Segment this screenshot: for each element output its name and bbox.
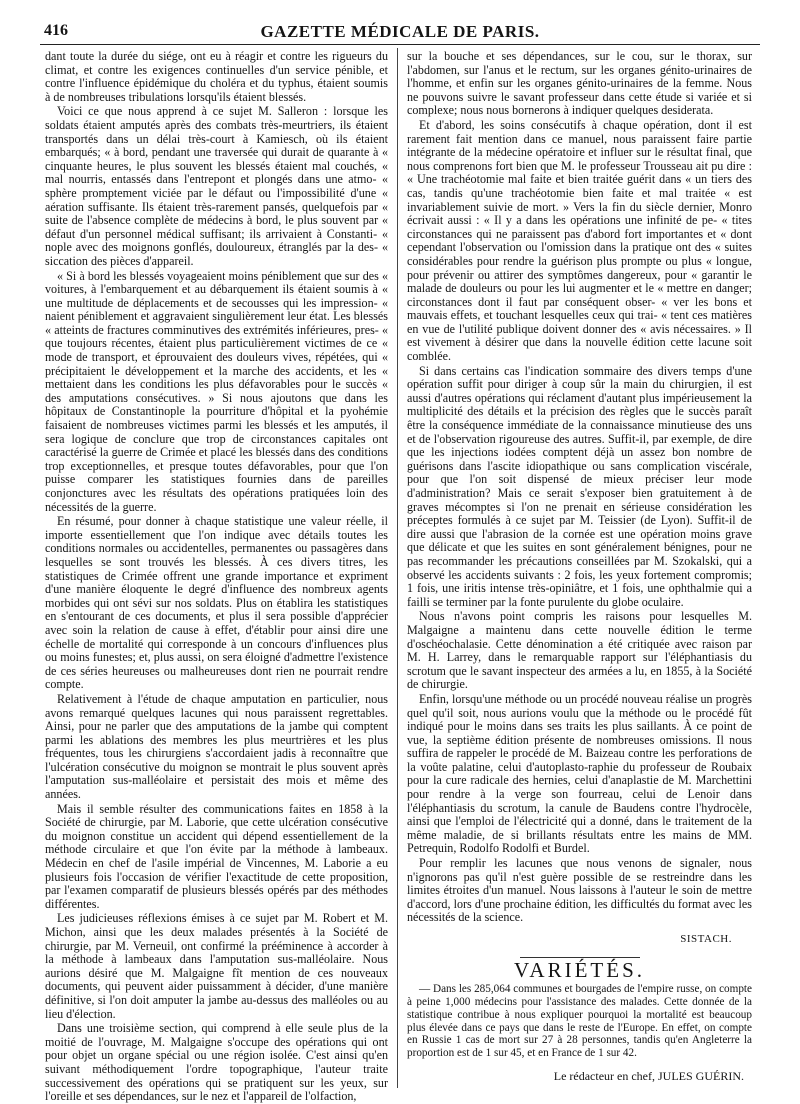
running-title: GAZETTE MÉDICALE DE PARIS.: [260, 22, 540, 41]
paragraph: Relativement à l'étude de chaque amputation en particulier, nous avons remarqué quelques lacunes qui nous paraissent regrettables. Ainsi, pour ne parler que des amputations de la jambe qui comptent parmi les ablations des membres les plus meurtrières et les plus fréquentes, tous les chirurgiens s'accordaient jadis à reconnaître que l'ulcération consécutive du moignon se montrait le plus souvent après l'amputation sus-malléolaire et persistait des mois et même des années.: [45, 691, 388, 802]
paragraph: « Si à bord les blessés voyageaient moins péniblement que sur des « voitures, à l'embarquement et au débarquement ils étaient soumis à « une multitude de déplacements et de secousses qui les impression- « naient péniblement et aggravaient singulièrement leur état. Les blessés « atteints de fractures comminutives des extrémités inférieures, pres- « que toujours récentes, étaient plus particulièrement victimes de ce « mode de transport, et éprouvaient des douleurs vives, répétées, qui « précipitaient le développement et la marche des accidents, et les « mettaient dans les conditions les plus défavorables pour le succès « des amputations consécutives. » Si nous ajoutons que dans les hôpitaux de Constantinople la pourriture d'hôpital et la pyohémie faisaient de nombreuses victimes parmi les blessés et les amputés, il sera logique de conclure que trop de circonstances capitales ont caractérisé la guerre de Crimée et placé les blessés dans des conditions trop exceptionnelles, et presque toutes défavorables, pour que l'on puisse comparer les statistiques fournies dans de pareilles conjonctures avec les résultats des opérations pratiquées loin des nécessités de la guerre.: [45, 268, 388, 514]
paragraph: sur la bouche et ses dépendances, sur le cou, sur le thorax, sur l'abdomen, sur l'anus et le rectum, sur les organes génito-urinaires de l'homme, et enfin sur les organes génito-urinaires de la femme. Nous ne pouvons suivre le savant professeur dans cette étude si variée et si complexe; nous nous bornerons à indiquer quelques desiderata.: [407, 49, 752, 118]
paragraph: Et d'abord, les soins consécutifs à chaque opération, dont il est rarement fait mention dans ce manuel, nous paraissent faire partie intégrante de la médecine opératoire et influer sur le résultat final, que nous comprenons fort bien que M. le professeur Trousseau ait pu dire : « Une trachéotomie mal faite et bien traitée guérit dans « un tiers des cas, tandis qu'une trachéotomie bien faite et mal traitée « est invariablement suivie de mort. » Vers la fin du siècle dernier, Monro écrivait aussi : « Il y a dans les opérations une infinité de pe- « tites circonstances qui ne paraissent pas d'abord fort importantes et « dont cependant l'observation ou l'omission dans la pratique ont des « suites considérables pour rendre la guérison plus prompte ou plus « longue, pour prévenir ou attirer des symptômes dangereux, pour « garantir le malade de douleurs ou pour les lui augmenter et le « mettre en danger; circonstances dont il faut par conséquent obser- « ver les bons et mauvais effets, et touchant lesquelles ceux qui trai- « tent ces matières en vue de l'utilité publique doivent donner des « avis nécessaires. » Il est vivement à désirer que dans la nouvelle édition cette lacune soit comblée.: [407, 117, 752, 364]
varietes-paragraph: — Dans les 285,064 communes et bourgades de l'empire russe, on compte à peine 1,000 médecins pour l'assistance des malades. Cette donnée de la statistique contribue à nous expliquer pourquoi la mortalité est beaucoup plus élevée dans ce pays que dans le reste de l'Europe. En effet, on compte en Russie 1 cas de mort sur 27 à 28 personnes, tandis qu'en Angleterre la proportion est de 1 sur 45, et en France de 1 sur 42.: [407, 983, 752, 1060]
paragraph: Dans une troisième section, qui comprend à elle seule plus de la moitié de l'ouvrage, M. Malgaigne s'occupe des opérations qui ont pour objet un organe spécial ou une région isolée. C'est ainsi qu'en suivant méthodiquement l'ordre topographique, l'auteur traite successivement des opérations qui se pratiquent sur les yeux, sur l'oreille et ses dépendances, sur le nez et l'appareil de l'olfaction,: [45, 1021, 388, 1104]
paragraph: Mais il semble résulter des communications faites en 1858 à la Société de chirurgie, par M. Laborie, que cette ulcération consécutive du moignon constitue un accident qui dépend essentiellement de la méthode circulaire et que l'on évite par la méthode à lambeaux. Médecin en chef de l'asile impérial de Vincennes, M. Laborie a eu plusieurs fois l'occasion de vérifier l'exactitude de cette proposition, par l'examen comparatif de plusieurs blessés opérés par des méthodes différentes.: [45, 801, 388, 911]
editor-signature: Le rédacteur en chef, JULES GUÉRIN.: [553, 1068, 744, 1083]
page-number: 416: [44, 22, 68, 39]
section-title-varietes: VARIÉTÉS.: [513, 957, 646, 982]
header-rule: [40, 44, 760, 45]
paragraph: En résumé, pour donner à chaque statistique une valeur réelle, il importe essentiellement que l'on indique avec détails toutes les conditions normales ou accidentelles, permanentes ou passagères dans lesquelles se sont trouvés les blessés. À ces divers titres, les statistiques de Crimée offrent une grande importance et expriment d'une manière éloquente le degré d'influence des nombreux agents morbides qui ont sévi sur nos soldats. Plus on établira les statistiques en s'entourant de ces documents, et plus il sera possible d'apprécier avec soin la relation de cause à effet, d'établir pour ainsi dire une échelle de mortalité qui corresponde à un concours d'influences plus ou moins funestes; et, plus aussi, on sera éloigné d'admettre l'existence de ces séries heureuses ou malheureuses dont rien ne pourrait rendre compte.: [45, 514, 388, 692]
column-separator: [397, 48, 398, 1088]
paragraph: Enfin, lorsqu'une méthode ou un procédé nouveau réalise un progrès quel qu'il soit, nous aurions voulu que la méthode ou le procédé fût indiqué pour le moins dans ses traits les plus saillants. À ce point de vue, la septième édition présente de nombreuses omissions. Il nous suffira de rappeler le procédé de M. Baizeau contre les perforations de la voûte palatine, celui d'autoplasto-raphie du professeur de Roubaix pour la cure radicale des hernies, celui d'anaplastie de M. Marchettini pour rendre à la verge son fourreau, celui de Lenoir dans l'éléphantiasis du scrotum, la canule de Baudens contre l'hydrocèle, ainsi que l'emploi de l'électricité qui a donné, dans le traitement de la même maladie, de si brillants résultats entre les mains de MM. Petrequin, Rodolfo Rodolfi et Burdel.: [407, 691, 752, 856]
paragraph: Les judicieuses réflexions émises à ce sujet par M. Robert et M. Michon, ainsi que les deux malades présentés à la Société de chirurgie, par M. Verneuil, ont confirmé la prééminence à accorder à la méthode à lambeaux dans l'amputation sus-malléolaire. Nous aurions désiré que M. Malgaigne fît mention de ces nouveaux documents, qui peuvent aider puissamment à décider, d'une manière définitive, si l'on doit amputer la jambe au-dessus des malléoles ou au lieu d'élection.: [45, 911, 388, 1021]
paragraph: Si dans certains cas l'indication sommaire des divers temps d'une opération suffit pour diriger à coup sûr la main du chirurgien, il est aussi d'autres opérations qui réclament d'autant plus impérieusement la multiplicité des détails et la précision des règles que le succès paraît être la conséquence immédiate de la connaissance minutieuse des uns et de l'observation rigoureuse des autres. Suffit-il, par exemple, de dire que les injections iodées comptent déjà un assez bon nombre de guérisons dans l'ascite idiopathique ou sans complication viscérale, pour que l'on soit dispensé de mieux préciser leur mode d'administration? Mais ce serait s'exposer bien gratuitement à de graves mécomptes si l'on ne prenait en sérieuse considération les préceptes formulés à ce sujet par M. Teissier (de Lyon). Suffit-il de dire aussi que l'abrasion de la cornée est une opération moins grave que délicate et que les suites en sont généralement bénignes, pour ne pas recommander les précautions conseillées par M. Szokalski, qui a observé les accidents suivants : 2 fois, les yeux fortement compromis; 1 fois, une iritis intense très-opiniâtre, et 1 fois, une ophthalmie qui a failli se terminer par la fonte purulente du globe oculaire.: [407, 363, 752, 609]
author-signature: SISTACH.: [680, 933, 732, 945]
paragraph: Nous n'avons point compris les raisons pour lesquelles M. Malgaigne a maintenu dans cette nouvelle édition le terme d'oschéochalasie. Cette dénomination a été critiquée avec raison par M. H. Larrey, dans le remarquable rapport sur l'éléphantiasis du scrotum que le savant inspecteur des armées a lu, en 1855, à la Société de chirurgie.: [407, 609, 752, 692]
right-column: [407, 50, 752, 1084]
left-column: [45, 50, 388, 1104]
paragraph: Pour remplir les lacunes que nous venons de signaler, nous n'ignorons pas qu'il n'est guère possible de se restreindre dans les limites étroites d'un manuel. Nous laissons à l'auteur le soin de mettre d'accord, lors d'une prochaine édition, les difficultés du format avec les nécessités de la science.: [407, 856, 752, 925]
paragraph: Voici ce que nous apprend à ce sujet M. Salleron : lorsque les soldats étaient amputés après des combats très-meurtriers, ils étaient transportés dans un délai très-court à Kamiesch, où ils étaient embarqués; « à bord, pendant une traversée qui durait de quarante à « cinquante heures, le plus souvent les blessés étaient mal couchés, « mal nourris, entassés dans l'entrepont et plongés dans une atmo- « sphère promptement viciée par le défaut ou l'impossibilité d'une « aération suffisante. Ils étaient très-rarement pansés, quelquefois par « suite de l'absence complète de médecins à bord, le plus souvent par « défaut d'un personnel médical suffisant; ils arrivaient à Constanti- « nople avec des moignons gonflés, douloureux, étranglés par la des- « siccation des pièces d'appareil.: [45, 104, 388, 268]
paragraph: dant toute la durée du siége, ont eu à réagir et contre les rigueurs du climat, et contre les exigences continuelles d'un service pénible, et contre l'influence épidémique du choléra et du typhus, étaient soumis à de nombreuses tribulations lorsqu'ils étaient blessés.: [45, 49, 388, 104]
